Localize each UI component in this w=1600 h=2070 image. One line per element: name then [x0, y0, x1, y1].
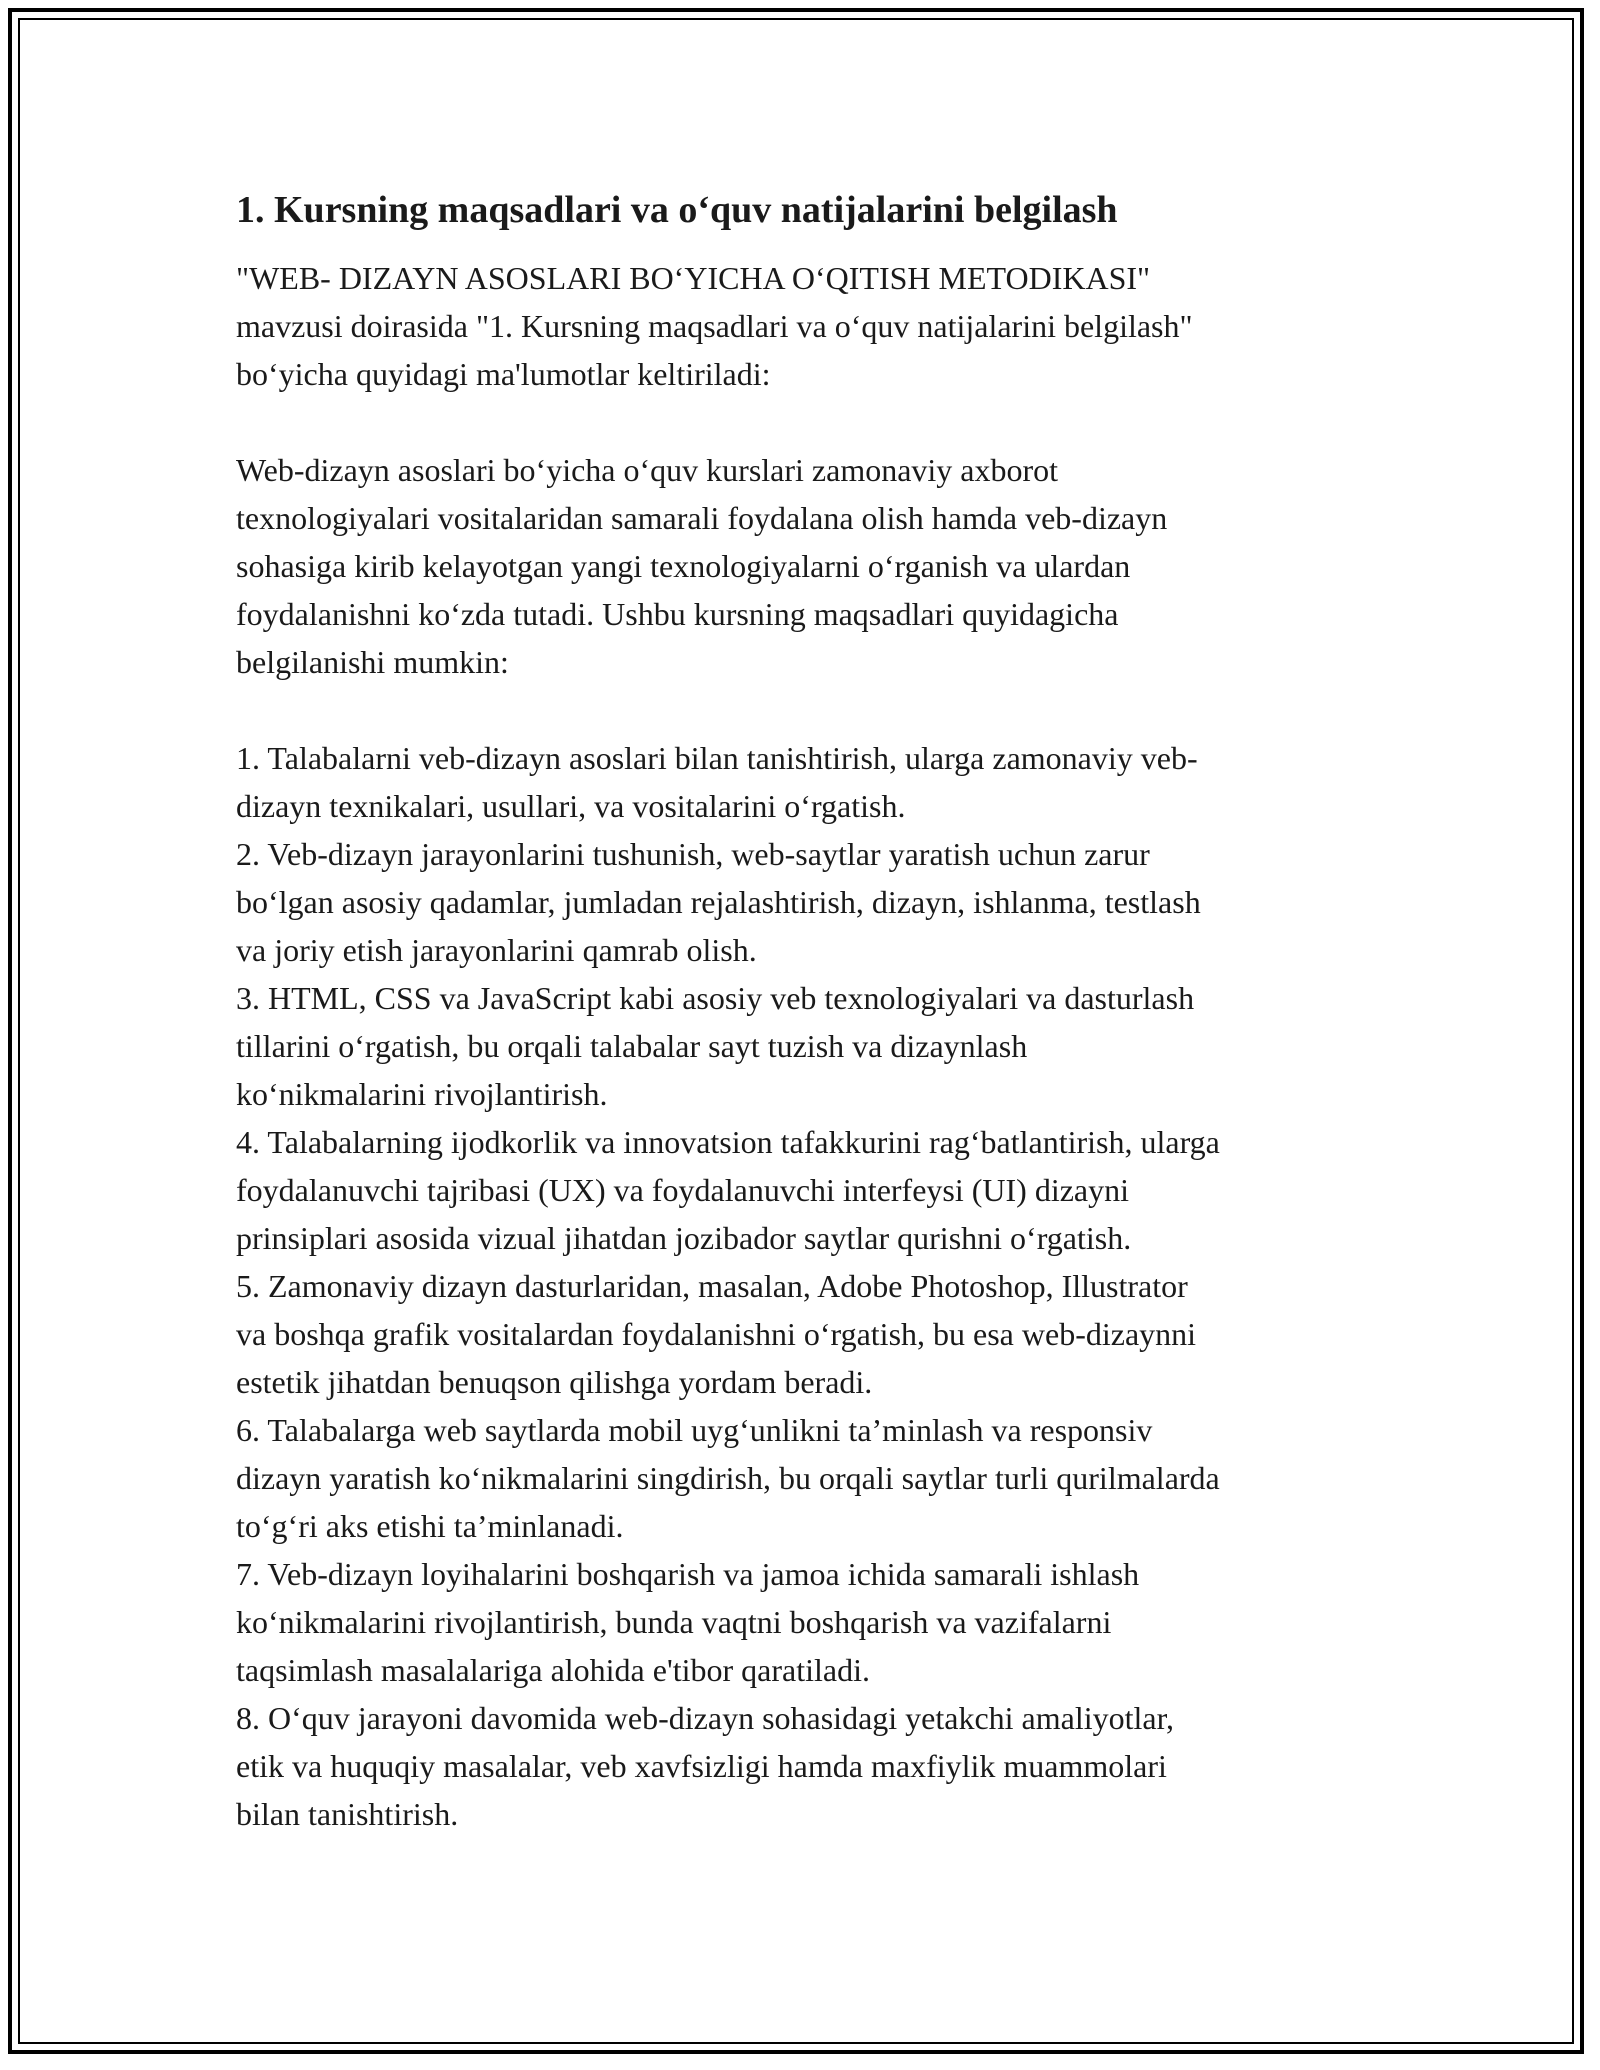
list-item: 5. Zamonaviy dizayn dasturlaridan, masalan, Adobe Photoshop, Illustrator va boshqa grafik vositalardan foydalanishni o‘rgatish, bu esa web-dizaynni estetik jihatdan benuqson qilishga yordam beradi. — [236, 1268, 1197, 1400]
paragraph-spacer — [236, 398, 1376, 446]
list-item: 1. Talabalarni veb-dizayn asoslari bilan tanishtirish, ularga zamonaviy veb- dizayn texnikalari, usullari, va vositalarini o‘rgatish. — [236, 740, 1198, 824]
document-body — [236, 186, 1376, 1838]
intro-paragraph: "WEB- DIZAYN ASOSLARI BO‘YICHA O‘QITISH METODIKASI" mavzusi doirasida "1. Kursning maqsadlari va o‘quv natijalarini belgilash" bo‘yicha quyidagi ma'lumotlar keltiriladi: — [236, 260, 1193, 392]
list-item: 7. Veb-dizayn loyihalarini boshqarish va jamoa ichida samarali ishlash ko‘nikmalarini rivojlantirish, bunda vaqtni boshqarish va vazifalarni taqsimlash masalalariga alohida e'tibor qaratiladi. — [236, 1556, 1140, 1688]
list-item: 4. Talabalarning ijodkorlik va innovatsion tafakkurini rag‘batlantirish, ularga foydalanuvchi tajribasi (UX) va foydalanuvchi interfeysi (UI) dizayni prinsiplari asosida vizual jihatdan jozibador saytlar qurishni o‘rgatish. — [236, 1124, 1220, 1256]
paragraph-spacer — [236, 686, 1376, 734]
list-item: 3. HTML, CSS va JavaScript kabi asosiy veb texnologiyalari va dasturlash tillarini o‘rgatish, bu orqali talabalar sayt tuzish va dizaynlash ko‘nikmalarini rivojlantirish. — [236, 980, 1195, 1112]
overview-paragraph: Web-dizayn asoslari bo‘yicha o‘quv kurslari zamonaviy axborot texnologiyalari vositalaridan samarali foydalana olish hamda veb-dizayn sohasiga kirib kelayotgan yangi texnologiyalarni o‘rganish va ulardan foydalanishni ko‘zda tutadi. Ushbu kursning maqsadlari quyidagicha belgilanishi mumkin: — [236, 452, 1168, 680]
list-item: 2. Veb-dizayn jarayonlarini tushunish, web-saytlar yaratish uchun zarur bo‘lgan asosiy qadamlar, jumladan rejalashtirish, dizayn, ishlanma, testlash va joriy etish jarayonlarini qamrab olish. — [236, 836, 1201, 968]
list-item: 6. Talabalarga web saytlarda mobil uyg‘unlikni ta’minlash va responsiv dizayn yaratish ko‘nikmalarini singdirish, bu orqali saytlar turli qurilmalarda to‘g‘ri aks etishi ta’minlanadi. — [236, 1412, 1220, 1544]
list-item: 8. O‘quv jarayoni davomida web-dizayn sohasidagi yetakchi amaliyotlar, etik va huquqiy masalalar, veb xavfsizligi hamda maxfiylik muammolari bilan tanishtirish. — [236, 1700, 1174, 1832]
page-title: 1. Kursning maqsadlari va o‘quv natijalarini belgilash — [236, 189, 1118, 231]
goals-list — [236, 734, 1376, 1838]
